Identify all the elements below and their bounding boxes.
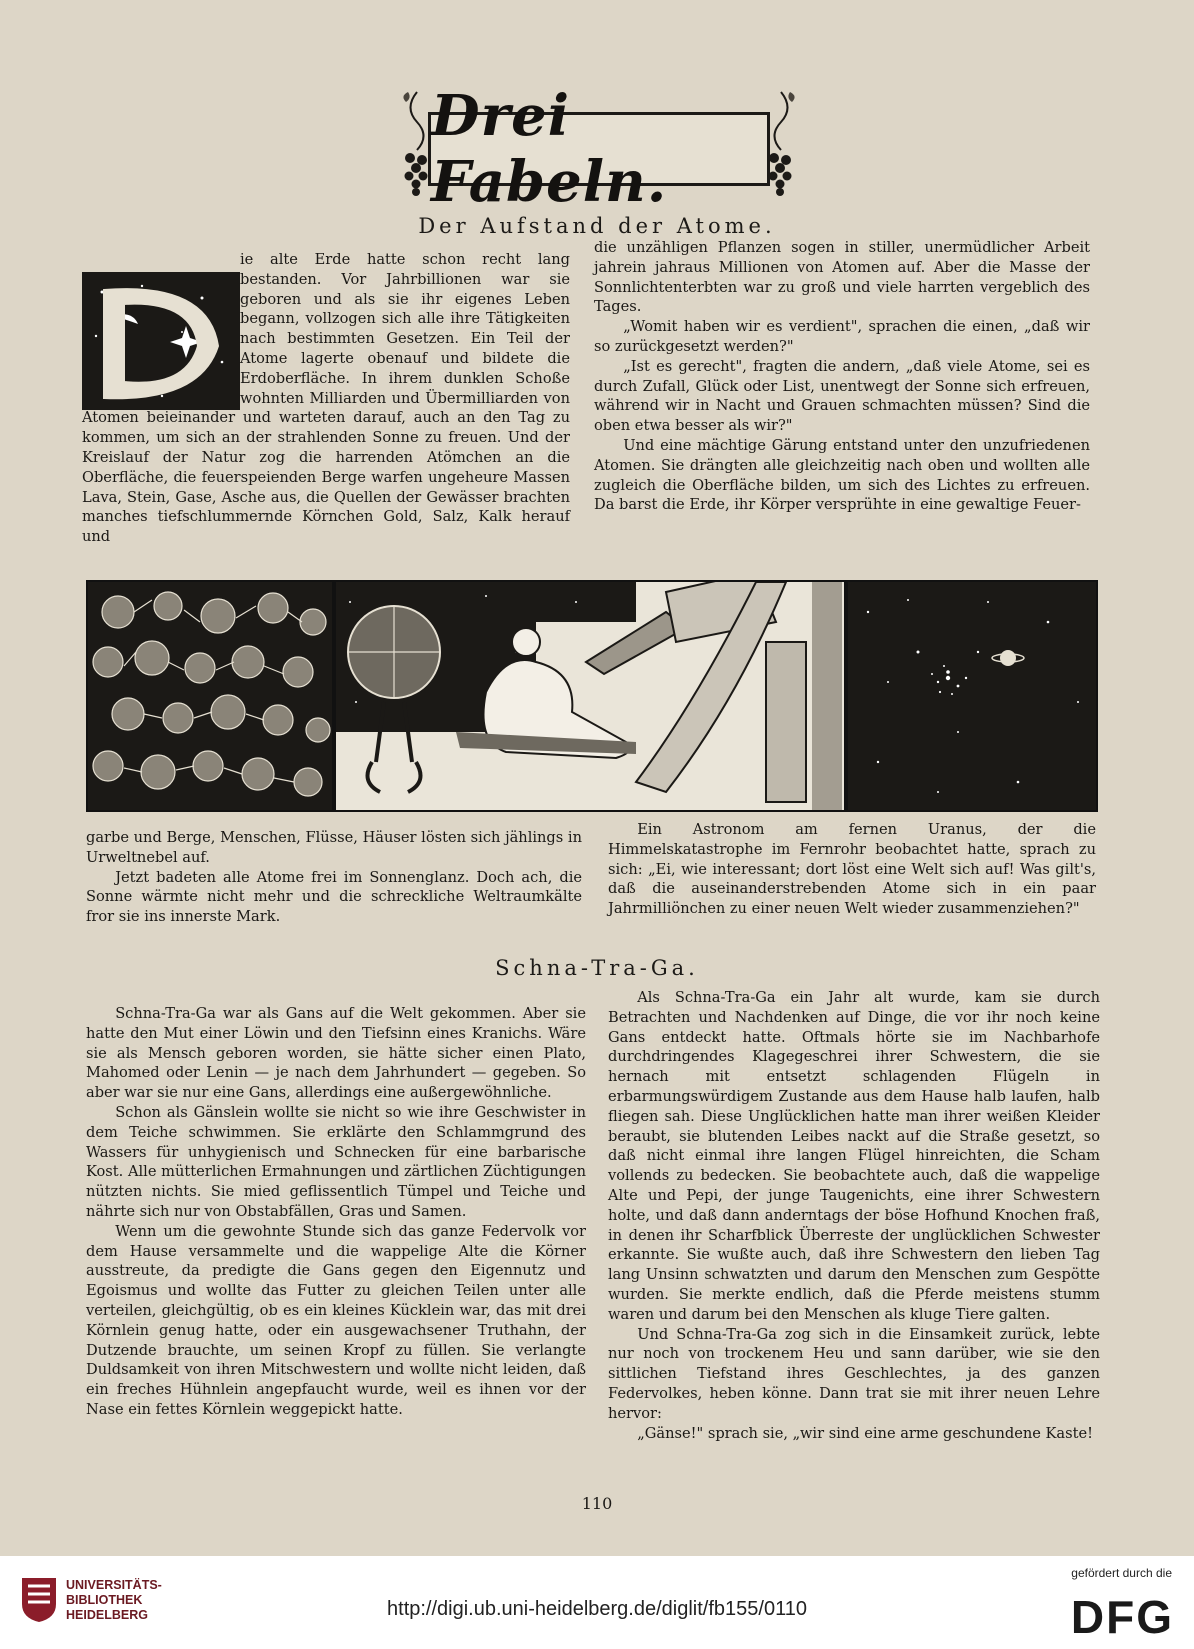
library-name-line-3: HEIDELBERG <box>66 1608 148 1622</box>
story1-paragraph-7: Jetzt badeten alle Atome frei im Sonnenglanz. Doch ach, die Sonne wärmte nicht mehr und die schreckliche Weltraumkälte fror sie ins innerste Mark. <box>86 868 582 926</box>
permalink-url[interactable]: http://digi.ub.uni-heidelberg.de/diglit/fb155/0110 <box>387 1598 807 1620</box>
story1-column-1 <box>82 250 570 547</box>
title-banner <box>398 83 800 215</box>
story2-heading: Schna-Tra-Ga. <box>495 956 699 980</box>
library-name-line-2: BIBLIOTHEK <box>66 1593 143 1607</box>
illustration-astronomer <box>334 580 846 812</box>
story1-paragraph-8: Ein Astronom am fernen Uranus, der die Himmelskatastrophe im Fernrohr beobachtet hatte, sprach zu sich: „Ei, wie interessant; dort löst eine Welt sich auf! Was gilt's, daß die auseinanderstrebenden Atome sich in ein paar Jahrmilliönchen zu einer neuen Welt wieder zusammenziehen?" <box>608 821 1096 918</box>
story1-paragraph-2: die unzähligen Pflanzen sogen in stiller, unermüdlicher Arbeit jahrein jahraus Millionen von Atomen auf. Aber die Masse der Sonnlichtenterbten war zu groß und viele harrten vergeblich des Tages. <box>594 239 1090 316</box>
dropcap-spacer <box>82 250 240 400</box>
library-name-line-1: UNIVERSITÄTS- <box>66 1578 162 1592</box>
story2-paragraph-4: Als Schna-Tra-Ga ein Jahr alt wurde, kam sie durch Betrachten und Nachdenken auf Dinge, die vor ihr noch keine Gans entdeckt hatte. Oftmals hörte sie im Nachbarhofe durchdringendes Klagegeschrei ihrer Schwestern, die sie hernach mit entsetzt schlagenden Flügeln in erbarmungswürdigem Zustande aus dem Hause halb laufen, halb fliegen sah. Diese Unglücklichen hatte man ihrer weißen Kleider beraubt, sie blutenden Leibes nackt auf die Straße gesetzt, so daß nicht einmal ihre langen Flügel hinreichten, die Scham vollends zu bedecken. Sie beobachtete auch, daß die wappelige Alte und Pepi, der junge Taugenichts, eine ihrer Schwestern holte, und daß dann anderntags der böse Hofhund Knochen fraß, in denen ihr Scharfblick Überreste der unglücklichen Schwester erkannte. Sie wußte auch, daß ihre Schwestern den lieben Tag lang Unsinn schwatzten und darum den Menschen zum Gespötte wurden. Sie merkte endlich, daß die Pferde meistens stumm waren und darum bei den Menschen als kluge Tiere galten. <box>608 989 1100 1323</box>
story2-column-2 <box>608 988 1100 1443</box>
funded-by-label: gefördert durch die <box>1071 1566 1172 1580</box>
story1-paragraph-5: Und eine mächtige Gärung entstand unter den unzufriedenen Atomen. Sie drängten alle gleichzeitig nach oben und wollten alle zugleich die Oberfläche bilden, um sich des Lichtes zu erfreuen. Da barst die Erde, ihr Körper versprühte in eine gewaltige Feuer- <box>594 436 1090 514</box>
dfg-logo: DFG <box>1070 1591 1174 1643</box>
illustration-atoms-crowd <box>86 580 334 812</box>
story1-heading: Der Aufstand der Atome. <box>418 214 776 238</box>
story2-paragraph-5: Und Schna-Tra-Ga zog sich in die Einsamkeit zurück, lebte nur noch von trockenem Heu und sann darüber, wie sie den sittlichen Tiefstand ihres Geschlechtes, ja des ganzen Federvolkes, heben könne. Dann trat sie mit ihrer neuen Lehre hervor: <box>608 1325 1100 1422</box>
illustration-starfield <box>846 580 1098 812</box>
page-number: 110 <box>581 1494 613 1513</box>
grape-garland-ornament-right <box>762 88 800 200</box>
starfield-drawing <box>848 582 1096 810</box>
dropcap-letter: D <box>222 302 223 303</box>
astronomer-drawing <box>336 582 844 810</box>
page-title: Drei Fabeln. <box>431 83 668 215</box>
atoms-drawing <box>88 582 332 810</box>
footer-bar <box>0 1556 1194 1649</box>
story1-column-3 <box>86 828 582 927</box>
story1-paragraph-1: ie alte Erde hatte schon recht lang bestanden. Vor Jahrbillionen war sie geboren und als sie ihr eigenes Leben begann, vollzogen sich alle ihre Tätigkeiten nach bestimmten Gesetzen. Ein Teil der Atome lagerte obenauf und bildete die Erdoberfläche. In ihrem dunklen Schoße wohnten Milliarden und Übermilliarden von Atomen beieinander und warteten darauf, auch an den Tag zu kommen, um sich an der strahlenden Sonne zu freuen. Und der Kreislauf der Natur zog die harrenden Atömchen an die Oberfläche, die feuerspeienden Berge warfen ungeheure Massen Lava, Stein, Gase, Asche aus, die Quellen der Gewässer brachten manches tiefschlummernde Körnchen Gold, Salz, Kalk herauf und <box>82 251 570 546</box>
story1-paragraph-6: garbe und Berge, Menschen, Flüsse, Häuser lösten sich jählings in Urweltnebel auf. <box>86 829 582 866</box>
story1-paragraph-4: „Ist es gerecht", fragten die andern, „daß viele Atome, sei es durch Zufall, Glück oder List, unentwegt der Sonne sich erfreuen, während wir in Nacht und Grauen schmachten müssen? Sind die oben etwa besser als wir?" <box>594 357 1090 435</box>
story1-column-2 <box>594 238 1090 515</box>
story1-column-4 <box>608 820 1096 919</box>
story2-paragraph-3: Wenn um die gewohnte Stunde sich das ganze Federvolk vor dem Hause versammelte und die wappelige Alte die Körner ausstreute, da predigte die Gans gegen den Eigennutz und Egoismus und wollte das Futter zu gleichen Teilen unter alle verteilen, gleichgültig, ob es ein kleines Kücklein war, das mit drei Körnlein genug hatte, oder ein ausgewachsener Truthahn, der Dutzende brauchte, um seinen Kropf zu füllen. Sie verlangte Duldsamkeit von ihren Mitschwestern und wollte nicht leiden, daß ein freches Hühnlein angepfaucht wurde, weil es ihnen vor der Nase ein fettes Körnlein weggepickt hatte. <box>86 1222 586 1418</box>
title-frame <box>428 83 770 215</box>
story1-paragraph-3: „Womit haben wir es verdient", sprachen die einen, „daß wir so zurückgesetzt werden?" <box>594 318 1090 355</box>
story2-column-1 <box>86 1004 586 1420</box>
story2-paragraph-2: Schon als Gänslein wollte sie nicht so wie ihre Geschwister in dem Teiche schwimmen. Sie erklärte den Schlammgrund des Wassers für unhygienisch und Schnecken für eine barbarische Kost. Alle mütterlichen Ermahnungen und zärtlichen Züchtigungen nützten nichts. Sie mied geflissentlich Tümpel und Teiche und nährte sich nur von Obstabfällen, Gras und Samen. <box>86 1103 586 1220</box>
story2-paragraph-6: „Gänse!" sprach sie, „wir sind eine arme geschundene Kaste! <box>637 1424 1093 1442</box>
story2-paragraph-1: Schna-Tra-Ga war als Gans auf die Welt gekommen. Aber sie hatte den Mut einer Löwin und den Tiefsinn eines Kranichs. Wäre sie als Mensch geboren worden, sie hätte sicher einen Plato, Mahomed oder Lenin — je nach dem Jahrhundert — gegeben. So aber war sie nur eine Gans, allerdings eine außergewöhnliche. <box>86 1005 586 1102</box>
